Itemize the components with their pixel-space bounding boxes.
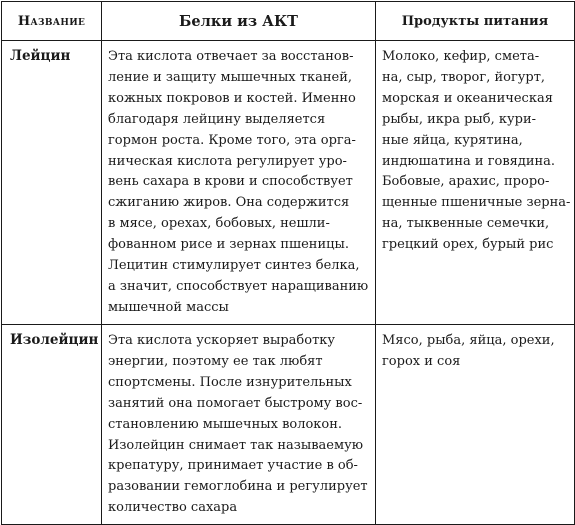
food-line: морская и океаническая (382, 90, 553, 106)
food-line: горох и соя (382, 353, 461, 369)
text-line: разовании гемоглобина и регулирует (108, 479, 368, 495)
header-name: Название (2, 2, 102, 41)
text-line: Изолейцин снимает так называемую (108, 437, 364, 453)
text-line: ление и защиту мышечных тканей, (108, 69, 352, 85)
food-line: грецкий орех, бурый рис (382, 237, 554, 253)
text-line: крепатуру, принимает участие в об- (108, 458, 358, 474)
text-line: Эта кислота ускоряет выработку (108, 333, 336, 348)
text-line: занятий она помогает быстрому вос- (108, 395, 363, 411)
text-line: а значит, способствует наращиванию (108, 278, 369, 294)
text-line: фованном рисе и зернах пшеницы. (108, 237, 349, 253)
header-row (2, 2, 575, 41)
food-line: индюшатина и говядина. (382, 153, 556, 169)
text-line: гормон роста. Кроме того, эта орга- (108, 132, 356, 148)
text-line: Эта кислота отвечает за восстанов- (108, 49, 354, 64)
amino-acid-table (1, 1, 575, 525)
amino-acid-name: Лейцин (2, 41, 102, 325)
header-foods: Продукты питания (376, 2, 575, 41)
text-line: в мясе, орехах, бобовых, нешли- (108, 216, 330, 232)
food-line: щенные пшеничные зерна- (382, 195, 571, 211)
text-line: вень сахара в крови и способствует (108, 174, 353, 190)
food-line: Мясо, рыба, яйца, орехи, (382, 333, 555, 348)
text-line: сжиганию жиров. Она содержится (108, 195, 350, 211)
text-line: ническая кислота регулирует уро- (108, 153, 347, 169)
text-line: спортсмены. После изнурительных (108, 374, 352, 390)
food-line: на, сыр, творог, йогурт, (382, 69, 546, 85)
text-line: кожных покровов и костей. Именно (108, 90, 356, 106)
food-products (376, 325, 575, 525)
food-line: ные яйца, курятина, (382, 132, 523, 148)
food-line: на, тыквенные семечки, (382, 216, 550, 232)
text-line: благодаря лейцину выделяется (108, 111, 326, 127)
food-line: Молоко, кефир, смета- (382, 49, 540, 64)
amino-acid-description (102, 325, 376, 525)
text-line: энергии, поэтому ее так любят (108, 353, 323, 369)
food-line: рыбы, икра рыб, кури- (382, 111, 537, 127)
table-row (2, 41, 575, 325)
amino-acid-description (102, 41, 376, 325)
text-line: Лецитин стимулирует синтез белка, (108, 258, 360, 274)
food-line: Бобовые, арахис, проро- (382, 174, 550, 190)
header-proteins: Белки из АКТ (102, 2, 376, 41)
food-products (376, 41, 575, 325)
text-line: мышечной массы (108, 299, 229, 315)
text-line: становлению мышечных волокон. (108, 416, 343, 432)
amino-acid-name: Изолейцин (2, 325, 102, 525)
text-line: количество сахара (108, 500, 238, 516)
table-row (2, 325, 575, 525)
